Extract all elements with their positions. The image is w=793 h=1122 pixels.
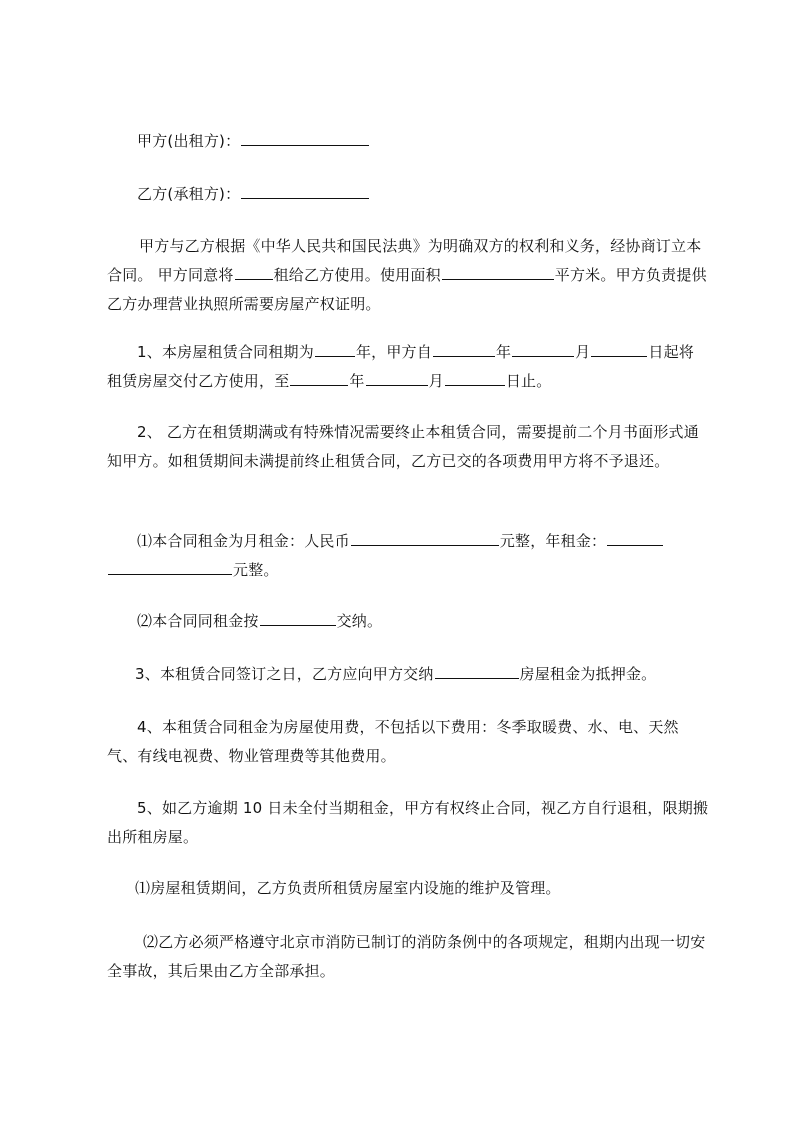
clause-1-text-3: 年: [495, 343, 512, 361]
sub-maintenance-text: ⑴房屋租赁期间，乙方负责所租赁房屋室内设施的维护及管理。: [135, 879, 561, 897]
clause-1-text-1: 1、本房屋租赁合同租期为: [137, 343, 314, 361]
clause-3-text-1: 3、本租赁合同签订之日，乙方应向甲方交纳: [135, 665, 434, 683]
clause-4-text: 4、本租赁合同租金为房屋使用费，不包括以下费用：冬季取暖费、水、电、天然气、有线电视费、物业管理费等其他费用。: [107, 718, 679, 765]
sub-payment-text-1: ⑵本合同同租金按: [137, 612, 259, 630]
party-a-blank: [241, 131, 369, 146]
sub-rent-text-2: 元整，年租金：: [499, 532, 607, 550]
clause-1-blank-end-month: [366, 371, 428, 386]
clause-3-text-2: 房屋租金为抵押金。: [519, 665, 657, 683]
clause-3: [107, 660, 709, 689]
clause-1: [107, 338, 709, 396]
clause-1-blank-term: [315, 342, 355, 357]
party-b-label: 乙方(承租方)：: [137, 185, 241, 203]
clause-5-text: 5、如乙方逾期 10 日未全付当期租金，甲方有权终止合同，视乙方自行退租，限期搬出所租房屋。: [107, 799, 709, 846]
party-b-blank: [241, 184, 369, 199]
sub-clause-fire-safety: [107, 928, 709, 986]
sub-rent-blank-annual-2: [108, 560, 232, 575]
party-b-line: [137, 180, 739, 209]
party-a-label: 甲方(出租方)：: [137, 132, 241, 150]
sub-payment-blank: [260, 611, 336, 626]
sub-clause-maintenance: [107, 874, 709, 903]
intro-text-2: 租给乙方使用。使用面积: [273, 266, 441, 284]
sub-clause-rent: [107, 527, 709, 585]
clause-1-text-4: 月: [575, 343, 591, 361]
party-a-line: [137, 127, 739, 156]
sub-rent-blank-monthly: [351, 531, 499, 546]
clause-1-blank-start-month: [512, 342, 574, 357]
sub-rent-blank-annual-1: [607, 531, 663, 546]
sub-payment-text-2: 交纳。: [336, 612, 383, 630]
clause-4: [107, 713, 709, 771]
clause-5: [107, 794, 709, 852]
clause-3-blank-deposit: [435, 664, 519, 679]
clause-1-text-2: 年，甲方自: [355, 343, 432, 361]
clause-1-text-7: 月: [428, 372, 444, 390]
intro-blank-premises: [235, 265, 273, 280]
clause-2: [107, 418, 709, 476]
sub-clause-payment: [107, 607, 709, 636]
intro-text-1: 甲方与乙方根据《中华人民共和国民法典》为明确双方的权利和义务，经协商订立本合同。 甲方同意将: [107, 237, 702, 284]
clause-1-text-6: 年: [349, 372, 365, 390]
sub-rent-text-3: 元整。: [233, 561, 279, 579]
clause-1-blank-end-year: [290, 371, 348, 386]
clause-1-text-5: 日起将租赁房屋交付乙方使用，至: [107, 343, 694, 390]
clause-1-blank-start-day: [591, 342, 647, 357]
intro-text-3: 平方米。甲方负责提供乙方办理营业执照所需要房屋产权证明。: [107, 266, 707, 313]
clause-1-blank-start-year: [433, 342, 495, 357]
intro-blank-area: [442, 265, 554, 280]
sub-rent-text-1: ⑴本合同租金为月租金：人民币: [137, 532, 350, 550]
clause-2-text: 2、 乙方在租赁期满或有特殊情况需要终止本租赁合同，需要提前二个月书面形式通知甲方。如租赁期间未满提前终止租赁合同，乙方已交的各项费用甲方将不予退还。: [107, 423, 699, 470]
clause-1-blank-end-day: [445, 371, 505, 386]
intro-paragraph: [107, 232, 709, 319]
sub-fire-safety-text: ⑵乙方必须严格遵守北京市消防已制订的消防条例中的各项规定，租期内出现一切安全事故，其后果由乙方全部承担。: [107, 933, 706, 980]
clause-1-text-8: 日止。: [505, 372, 552, 390]
